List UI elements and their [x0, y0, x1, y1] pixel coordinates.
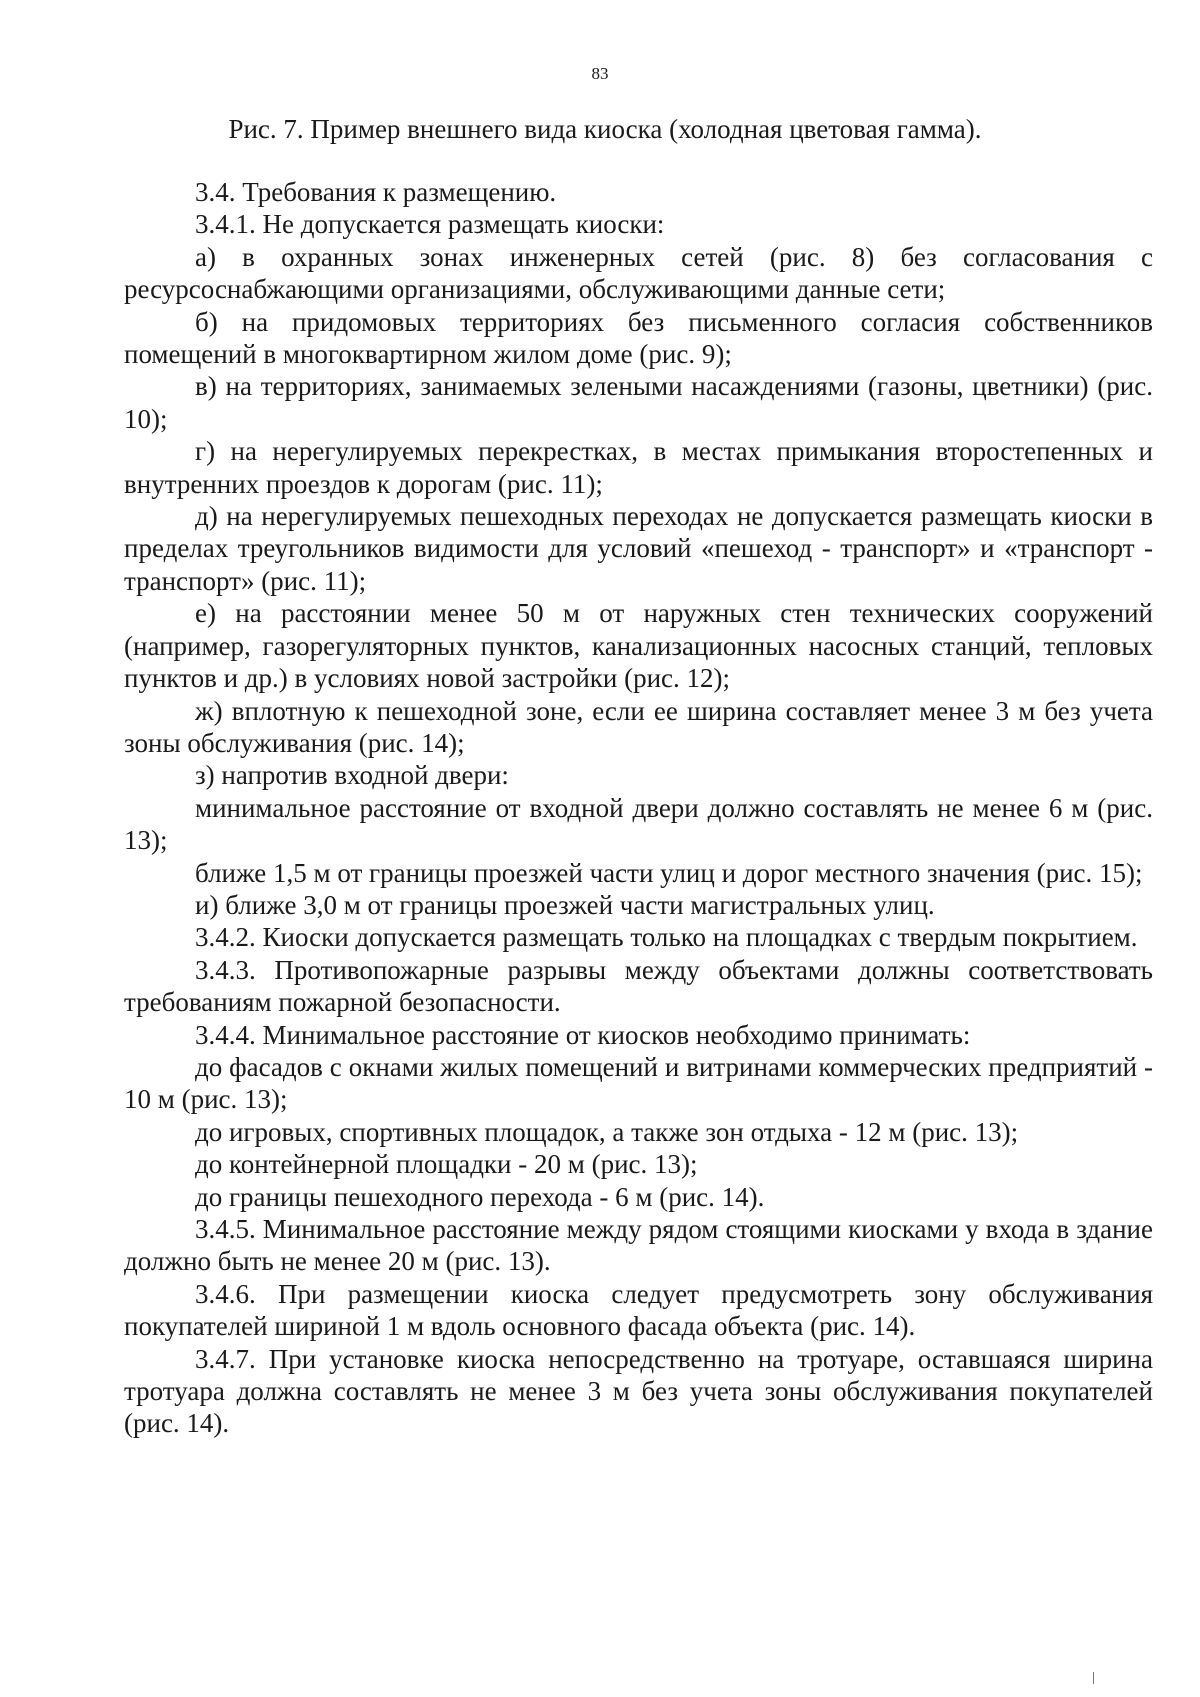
list-item-g: г) на нерегулируемых перекрестках, в местах примыкания второстепенных и внутренних проездов к дорогам (рис. 11); — [124, 436, 1153, 499]
list-subitem: до контейнерной площадки - 20 м (рис. 13); — [195, 1149, 698, 1180]
clause-3-4-7: 3.4.7. При установке киоска непосредственно на тротуаре, оставшаяся ширина тротуара должна составлять не менее 3 м без учета зоны обслуживания покупателей (рис. 14). — [124, 1343, 1153, 1439]
list-item-d: д) на нерегулируемых пешеходных переходах не допускается размещать киоски в пределах треугольников видимости для условий «пешеход - транспорт» и «транспорт - транспорт» (рис. 11); — [124, 501, 1153, 596]
list-item-i: и) ближе 3,0 м от границы проезжей части магистральных улиц. — [195, 889, 935, 920]
list-subitem: до фасадов с окнами жилых помещений и витринами коммерческих предприятий - 10 м (рис. 13); — [124, 1051, 1153, 1115]
clause-3-4-6: 3.4.6. При размещении киоска следует предусмотреть зону обслуживания покупателей шириной 1 м вдоль основного фасада объекта (рис. 14). — [124, 1278, 1153, 1342]
clause-3-4-5: 3.4.5. Минимальное расстояние между рядом стоящими киосками у входа в здание должно быть не менее 20 м (рис. 13). — [124, 1214, 1153, 1277]
body-text — [124, 176, 1153, 1440]
list-item-e: е) на расстоянии менее 50 м от наружных стен технических сооружений (например, газорегуляторных пунктов, канализационных насосных станций, тепловых пунктов и др.) в условиях новой застройки (рис. 12); — [124, 598, 1153, 694]
list-subitem: до границы пешеходного перехода - 6 м (рис. 14). — [195, 1181, 765, 1212]
scan-edge-mark — [1093, 1672, 1094, 1684]
list-item-a: а) в охранных зонах инженерных сетей (рис. 8) без согласования с ресурсоснабжающими организациями, обслуживающими данные сети; — [124, 241, 1153, 305]
clause-3-4-2: 3.4.2. Киоски допускается размещать только на площадках с твердым покрытием. — [195, 922, 1138, 953]
list-subitem: минимальное расстояние от входной двери должно составлять не менее 6 м (рис. 13); — [124, 792, 1153, 856]
list-item-v: в) на территориях, занимаемых зелеными насаждениями (газоны, цветники) (рис. 10); — [124, 371, 1153, 434]
page-number: 83 — [591, 64, 609, 83]
list-item-z: з) напротив входной двери: — [195, 760, 509, 791]
list-item-zh: ж) вплотную к пешеходной зоне, если ее ширина составляет менее 3 м без учета зоны обслуживания (рис. 14); — [124, 695, 1153, 758]
figure-caption: Рис. 7. Пример внешнего вида киоска (холодная цветовая гамма). — [228, 114, 982, 144]
list-subitem: до игровых, спортивных площадок, а также зон отдыха - 12 м (рис. 13); — [195, 1116, 1019, 1147]
section-heading: 3.4. Требования к размещению. — [195, 177, 557, 207]
clause-3-4-4: 3.4.4. Минимальное расстояние от киосков необходимо принимать: — [195, 1019, 971, 1050]
list-item-b: б) на придомовых территориях без письменного согласия собственников помещений в многоквартирном жилом доме (рис. 9); — [124, 306, 1153, 370]
clause-3-4-1: 3.4.1. Не допускается размещать киоски: — [195, 209, 665, 240]
list-subitem: ближе 1,5 м от границы проезжей части улиц и дорог местного значения (рис. 15); — [195, 857, 1143, 888]
clause-3-4-3: 3.4.3. Противопожарные разрывы между объектами должны соответствовать требованиям пожарной безопасности. — [124, 954, 1153, 1018]
